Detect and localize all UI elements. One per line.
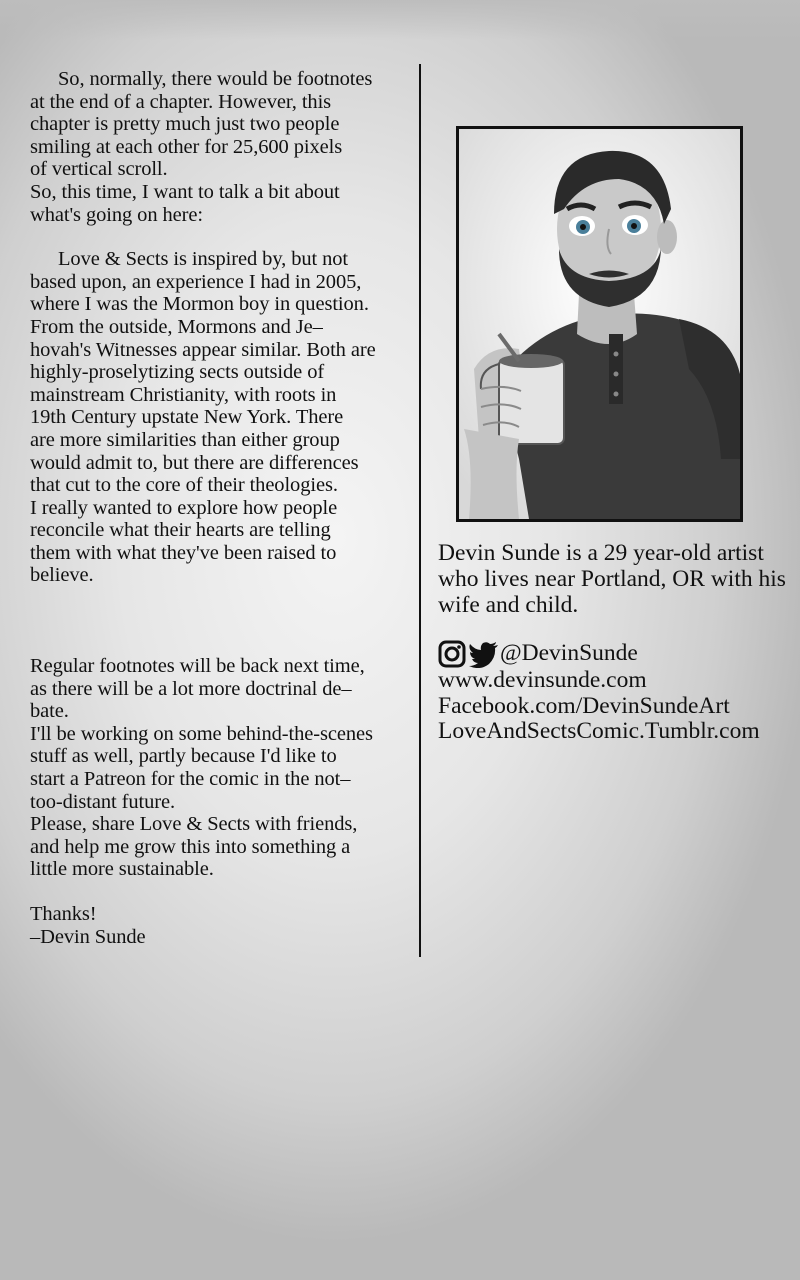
inspiration-paragraph: Love & Sects is inspired by, but not based upon, an experience I had in 2005, where I was the Mormon boy in question. From the outside, Mormons and Je– hovah's Witnesses appear similar. Both are highly-proselytizing sects outside of mainstream Christianity, with roots in 19th Century upstate New York. There are more similarities than either group would admit to, but there are differences that cut to the core of their theologies. I really wanted to explore how people reconcile what their hearts are telling them with what they've been raised to believe. [30, 248, 376, 587]
social-links [438, 640, 800, 745]
website-link[interactable]: www.devinsunde.com [438, 667, 647, 693]
bio-text: Devin Sunde is a 29 year-old artist who lives near Portland, OR with his wife and child. [438, 540, 786, 618]
footnote-column [30, 68, 410, 948]
tumblr-link[interactable]: LoveAndSectsComic.Tumblr.com [438, 718, 760, 744]
author-portrait [456, 126, 743, 522]
author-bio [438, 540, 800, 618]
facebook-link[interactable]: Facebook.com/DevinSundeArt [438, 692, 730, 719]
social-handle-row [438, 640, 800, 668]
intro-paragraph: So, normally, there would be footnotes at the end of a chapter. However, this chapter is pretty much just two people smiling at each other for 25,600 pixels of vertical scroll. So, this time, I want to talk a bit about what's going on here: [30, 68, 373, 226]
announcement-paragraph: Regular footnotes will be back next time, as there will be a lot more doctrinal de– bate. I'll be working on some behind-the-scenes stuff as well, partly because I'd like to start a Patreon for the comic in the not– too-distant future. Please, share Love & Sects with friends, and help me grow this into something a little more sustainable. [30, 655, 373, 881]
social-handle[interactable]: @DevinSunde [500, 640, 638, 667]
column-divider [419, 64, 421, 957]
top-shade [0, 0, 800, 40]
author-illustration [459, 129, 740, 519]
instagram-icon [438, 640, 468, 668]
signoff: Thanks! –Devin Sunde [30, 903, 146, 948]
twitter-icon [468, 640, 500, 668]
